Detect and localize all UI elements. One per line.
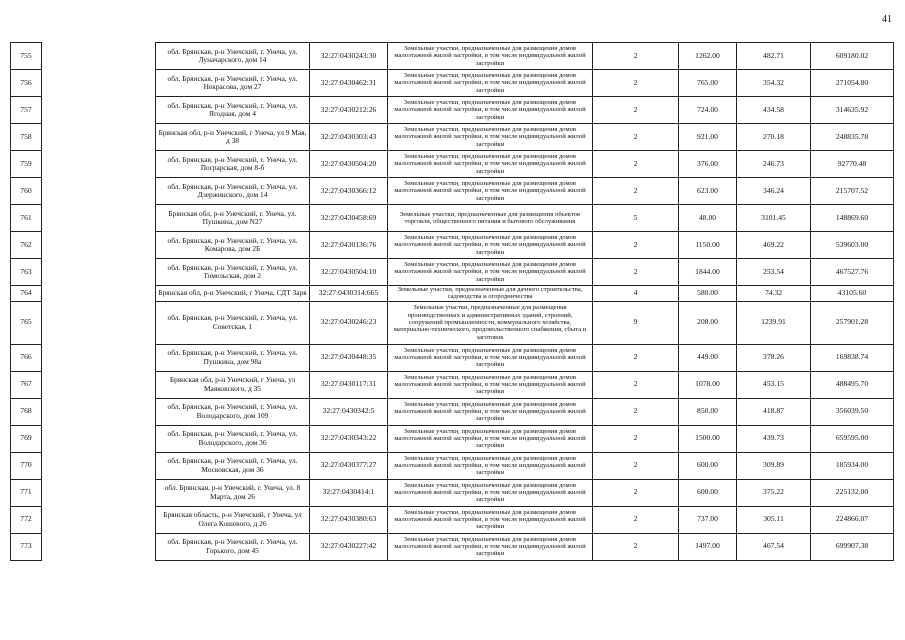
- blank-cell: [42, 43, 156, 70]
- cadastral-number-cell: 32:27:0430342:5: [310, 398, 388, 425]
- land-use-cell: Земельные участки, предназначенные для размещения домов малоэтажной жилой застройки, в том числе индивидуальной жилой застройки: [388, 232, 593, 259]
- group-cell: 2: [593, 178, 679, 205]
- land-use-cell: Земельные участки, предназначенные для размещения домов малоэтажной жилой застройки, в том числе индивидуальной жилой застройки: [388, 124, 593, 151]
- row-number-cell: 773: [11, 533, 42, 560]
- area-cell: 850.00: [679, 398, 737, 425]
- cadastral-value-cell: 185934.00: [811, 452, 894, 479]
- land-use-cell: Земельные участки, предназначенные для размещения производственных и административных зданий, строений, сооружений промышленности, коммунального хозяйства, материально-технического, продовольственного снабжения, сбыта и заготовок: [388, 301, 593, 344]
- cadastral-value-cell: 314635.92: [811, 97, 894, 124]
- blank-cell: [42, 232, 156, 259]
- table-row: [11, 286, 894, 302]
- cadastral-value-cell: 169838.74: [811, 344, 894, 371]
- specific-value-cell: 434.58: [737, 97, 811, 124]
- blank-cell: [42, 97, 156, 124]
- blank-cell: [42, 506, 156, 533]
- table-row: [11, 259, 894, 286]
- specific-value-cell: 305.11: [737, 506, 811, 533]
- address-cell: обл. Брянская, р-н Унечский, г. Унеча, ул. Володарского, дом 109: [156, 398, 310, 425]
- area-cell: 580.00: [679, 286, 737, 302]
- land-use-cell: Земельные участки, предназначенные для размещения домов малоэтажной жилой застройки, в том числе индивидуальной жилой застройки: [388, 479, 593, 506]
- row-number-cell: 755: [11, 43, 42, 70]
- specific-value-cell: 482.71: [737, 43, 811, 70]
- blank-cell: [42, 124, 156, 151]
- row-number-cell: 766: [11, 344, 42, 371]
- cadastral-value-cell: 271054.80: [811, 70, 894, 97]
- area-cell: 1500.00: [679, 425, 737, 452]
- cadastral-value-table: [10, 42, 894, 561]
- cadastral-value-cell: 609180.02: [811, 43, 894, 70]
- group-cell: 2: [593, 344, 679, 371]
- specific-value-cell: 3101.45: [737, 205, 811, 232]
- land-use-cell: Земельные участки, предназначенные для размещения домов малоэтажной жилой застройки, в том числе индивидуальной жилой застройки: [388, 371, 593, 398]
- cadastral-value-cell: 467527.76: [811, 259, 894, 286]
- specific-value-cell: 375.22: [737, 479, 811, 506]
- land-use-cell: Земельные участки, предназначенные для размещения домов малоэтажной жилой застройки, в том числе индивидуальной жилой застройки: [388, 259, 593, 286]
- cadastral-number-cell: 32:27:0430448:35: [310, 344, 388, 371]
- address-cell: обл. Брянская, р-н Унечский, г. Унеча, ул. Дзержинского, дом 14: [156, 178, 310, 205]
- group-cell: 2: [593, 479, 679, 506]
- cadastral-number-cell: 32:27:0430343:22: [310, 425, 388, 452]
- cadastral-value-cell: 356039.50: [811, 398, 894, 425]
- land-use-cell: Земельные участки, предназначенные для размещения домов малоэтажной жилой застройки, в том числе индивидуальной жилой застройки: [388, 43, 593, 70]
- table-row: [11, 205, 894, 232]
- area-cell: 1844.00: [679, 259, 737, 286]
- group-cell: 2: [593, 398, 679, 425]
- address-cell: Брянская обл, р-н Унечский, г Унеча, ул Маяковского, д 35: [156, 371, 310, 398]
- address-cell: Брянская обл, р-н Унечский, г. Унеча, ул. Пушкина, дом N27: [156, 205, 310, 232]
- row-number-cell: 764: [11, 286, 42, 302]
- cadastral-value-cell: 43105.60: [811, 286, 894, 302]
- row-number-cell: 761: [11, 205, 42, 232]
- specific-value-cell: 378.26: [737, 344, 811, 371]
- land-use-cell: Земельные участки, предназначенные для размещения домов малоэтажной жилой застройки, в том числе индивидуальной жилой застройки: [388, 533, 593, 560]
- group-cell: 2: [593, 452, 679, 479]
- group-cell: 5: [593, 205, 679, 232]
- address-cell: обл. Брянская, р-н Унечский, г. Унеча, ул. Пушкина, дом 98а: [156, 344, 310, 371]
- address-cell: обл. Брянская, р-н Унечский, г. Унеча, ул. Пограрская, дом 8-б: [156, 151, 310, 178]
- row-number-cell: 771: [11, 479, 42, 506]
- row-number-cell: 757: [11, 97, 42, 124]
- row-number-cell: 772: [11, 506, 42, 533]
- row-number-cell: 768: [11, 398, 42, 425]
- area-cell: 1497.00: [679, 533, 737, 560]
- blank-cell: [42, 344, 156, 371]
- specific-value-cell: 246.73: [737, 151, 811, 178]
- page-number: 41: [882, 14, 892, 25]
- specific-value-cell: 1239.91: [737, 301, 811, 344]
- cadastral-number-cell: 32:27:0430504:10: [310, 259, 388, 286]
- cadastral-number-cell: 32:27:0430243:30: [310, 43, 388, 70]
- land-use-cell: Земельные участки, предназначенные для размещения домов малоэтажной жилой застройки, в том числе индивидуальной жилой застройки: [388, 398, 593, 425]
- group-cell: 2: [593, 371, 679, 398]
- cadastral-number-cell: 32:27:0430117:31: [310, 371, 388, 398]
- cadastral-number-cell: 32:27:0430212:26: [310, 97, 388, 124]
- row-number-cell: 770: [11, 452, 42, 479]
- cadastral-number-cell: 32:27:0430414:1: [310, 479, 388, 506]
- specific-value-cell: 469.22: [737, 232, 811, 259]
- group-cell: 9: [593, 301, 679, 344]
- table-row: [11, 425, 894, 452]
- area-cell: 48.00: [679, 205, 737, 232]
- specific-value-cell: 439.73: [737, 425, 811, 452]
- cadastral-number-cell: 32:27:0430458:69: [310, 205, 388, 232]
- row-number-cell: 769: [11, 425, 42, 452]
- group-cell: 2: [593, 97, 679, 124]
- cadastral-value-cell: 215707.52: [811, 178, 894, 205]
- row-number-cell: 767: [11, 371, 42, 398]
- land-use-cell: Земельные участки, предназначенные для размещения домов малоэтажной жилой застройки, в том числе индивидуальной жилой застройки: [388, 70, 593, 97]
- cadastral-number-cell: 32:27:0430366:12: [310, 178, 388, 205]
- address-cell: обл. Брянская, р-н Унечский, г. Унеча, ул. Луначарского, дом 14: [156, 43, 310, 70]
- area-cell: 1078.00: [679, 371, 737, 398]
- cadastral-value-cell: 539603.00: [811, 232, 894, 259]
- land-use-cell: Земельные участки, предназначенные для размещения домов малоэтажной жилой застройки, в том числе индивидуальной жилой застройки: [388, 97, 593, 124]
- table-row: [11, 371, 894, 398]
- blank-cell: [42, 371, 156, 398]
- area-cell: 623.00: [679, 178, 737, 205]
- land-use-cell: Земельные участки, предназначенные для размещения домов малоэтажной жилой застройки, в том числе индивидуальной жилой застройки: [388, 344, 593, 371]
- table-row: [11, 232, 894, 259]
- area-cell: 600.00: [679, 479, 737, 506]
- table-row: [11, 398, 894, 425]
- area-cell: 600.00: [679, 452, 737, 479]
- address-cell: обл. Брянская, р-н Унечский, г. Унеча, ул. Комарова, дом 2Б: [156, 232, 310, 259]
- blank-cell: [42, 178, 156, 205]
- specific-value-cell: 253.54: [737, 259, 811, 286]
- table-row: [11, 344, 894, 371]
- blank-cell: [42, 479, 156, 506]
- cadastral-value-cell: 659595.00: [811, 425, 894, 452]
- group-cell: 2: [593, 425, 679, 452]
- blank-cell: [42, 286, 156, 302]
- row-number-cell: 758: [11, 124, 42, 151]
- cadastral-value-cell: 224866.07: [811, 506, 894, 533]
- cadastral-value-cell: 148869.60: [811, 205, 894, 232]
- blank-cell: [42, 205, 156, 232]
- group-cell: 2: [593, 70, 679, 97]
- cadastral-value-cell: 225132.00: [811, 479, 894, 506]
- cadastral-number-cell: 32:27:0430462:31: [310, 70, 388, 97]
- blank-cell: [42, 452, 156, 479]
- cadastral-value-cell: 699907.38: [811, 533, 894, 560]
- row-number-cell: 765: [11, 301, 42, 344]
- land-use-cell: Земельные участки, предназначенные для размещения объектов торговли, общественного питания и бытового обслуживания: [388, 205, 593, 232]
- group-cell: 2: [593, 151, 679, 178]
- group-cell: 4: [593, 286, 679, 302]
- blank-cell: [42, 301, 156, 344]
- specific-value-cell: 309.89: [737, 452, 811, 479]
- cadastral-value-cell: 257901.28: [811, 301, 894, 344]
- blank-cell: [42, 70, 156, 97]
- cadastral-value-cell: 248835.78: [811, 124, 894, 151]
- address-cell: Брянская область, р-н Унечский, г Унеча, ул Олега Кошевого, д 26: [156, 506, 310, 533]
- table-row: [11, 301, 894, 344]
- specific-value-cell: 270.18: [737, 124, 811, 151]
- cadastral-number-cell: 32:27:0430303:43: [310, 124, 388, 151]
- address-cell: обл. Брянская, р-н Унечский, г. Унеча, ул. Горького, дом 45: [156, 533, 310, 560]
- table-row: [11, 43, 894, 70]
- table-row: [11, 452, 894, 479]
- area-cell: 921.00: [679, 124, 737, 151]
- cadastral-number-cell: 32:27:0430380:63: [310, 506, 388, 533]
- area-cell: 449.00: [679, 344, 737, 371]
- address-cell: Брянская обл, р-н Унечский, г Унеча, ул 9 Мая, д 38: [156, 124, 310, 151]
- blank-cell: [42, 533, 156, 560]
- address-cell: обл. Брянская, р-н Унечский, г. Унеча, ул. 8 Марта, дом 26: [156, 479, 310, 506]
- area-cell: 724.00: [679, 97, 737, 124]
- cadastral-number-cell: 32:27:0430314:665: [310, 286, 388, 302]
- land-use-cell: Земельные участки, предназначенные для размещения домов малоэтажной жилой застройки, в том числе индивидуальной жилой застройки: [388, 452, 593, 479]
- area-cell: 765.00: [679, 70, 737, 97]
- group-cell: 2: [593, 506, 679, 533]
- address-cell: Брянская обл, р-н Унечский, г Унеча, СДТ Заря: [156, 286, 310, 302]
- area-cell: 208.00: [679, 301, 737, 344]
- address-cell: обл. Брянская, р-н Унечский, г. Унеча, ул. Володарского, дом 36: [156, 425, 310, 452]
- specific-value-cell: 467.54: [737, 533, 811, 560]
- address-cell: обл. Брянская, р-н Унечский, г. Унеча, ул. Некрасова, дом 27: [156, 70, 310, 97]
- land-use-cell: Земельные участки, предназначенные для дачного строительства, садоводства и огородничества: [388, 286, 593, 302]
- land-use-cell: Земельные участки, предназначенные для размещения домов малоэтажной жилой застройки, в том числе индивидуальной жилой застройки: [388, 425, 593, 452]
- cadastral-number-cell: 32:27:0430227:42: [310, 533, 388, 560]
- cadastral-number-cell: 32:27:0430246:23: [310, 301, 388, 344]
- table-row: [11, 506, 894, 533]
- group-cell: 2: [593, 43, 679, 70]
- table-row: [11, 124, 894, 151]
- blank-cell: [42, 398, 156, 425]
- table-row: [11, 151, 894, 178]
- specific-value-cell: 346.24: [737, 178, 811, 205]
- blank-cell: [42, 259, 156, 286]
- address-cell: обл. Брянская, р-н Унечский, г. Унеча, ул. Гомельская, дом 2: [156, 259, 310, 286]
- land-use-cell: Земельные участки, предназначенные для размещения домов малоэтажной жилой застройки, в том числе индивидуальной жилой застройки: [388, 506, 593, 533]
- table-row: [11, 533, 894, 560]
- row-number-cell: 760: [11, 178, 42, 205]
- address-cell: обл. Брянская, р-н Унечский, г. Унеча, ул. Московская, дом 36: [156, 452, 310, 479]
- specific-value-cell: 453.15: [737, 371, 811, 398]
- cadastral-value-cell: 488495.70: [811, 371, 894, 398]
- land-use-cell: Земельные участки, предназначенные для размещения домов малоэтажной жилой застройки, в том числе индивидуальной жилой застройки: [388, 151, 593, 178]
- group-cell: 2: [593, 259, 679, 286]
- row-number-cell: 759: [11, 151, 42, 178]
- cadastral-number-cell: 32:27:0430136:76: [310, 232, 388, 259]
- cadastral-number-cell: 32:27:0430377:27: [310, 452, 388, 479]
- blank-cell: [42, 425, 156, 452]
- row-number-cell: 756: [11, 70, 42, 97]
- group-cell: 2: [593, 533, 679, 560]
- table-row: [11, 70, 894, 97]
- group-cell: 2: [593, 232, 679, 259]
- table-row: [11, 97, 894, 124]
- cadastral-number-cell: 32:27:0430504:20: [310, 151, 388, 178]
- specific-value-cell: 354.32: [737, 70, 811, 97]
- specific-value-cell: 418.87: [737, 398, 811, 425]
- group-cell: 2: [593, 124, 679, 151]
- area-cell: 376.00: [679, 151, 737, 178]
- area-cell: 1262.00: [679, 43, 737, 70]
- area-cell: 737.00: [679, 506, 737, 533]
- blank-cell: [42, 151, 156, 178]
- area-cell: 1150.00: [679, 232, 737, 259]
- table-row: [11, 178, 894, 205]
- address-cell: обл. Брянская, р-н Унечский, г. Унеча, ул. Советская, 1: [156, 301, 310, 344]
- cadastral-value-cell: 92770.48: [811, 151, 894, 178]
- row-number-cell: 762: [11, 232, 42, 259]
- address-cell: обл. Брянская, р-н Унечский, г. Унеча, ул. Ягодная, дом 4: [156, 97, 310, 124]
- row-number-cell: 763: [11, 259, 42, 286]
- specific-value-cell: 74.32: [737, 286, 811, 302]
- land-use-cell: Земельные участки, предназначенные для размещения домов малоэтажной жилой застройки, в том числе индивидуальной жилой застройки: [388, 178, 593, 205]
- table-row: [11, 479, 894, 506]
